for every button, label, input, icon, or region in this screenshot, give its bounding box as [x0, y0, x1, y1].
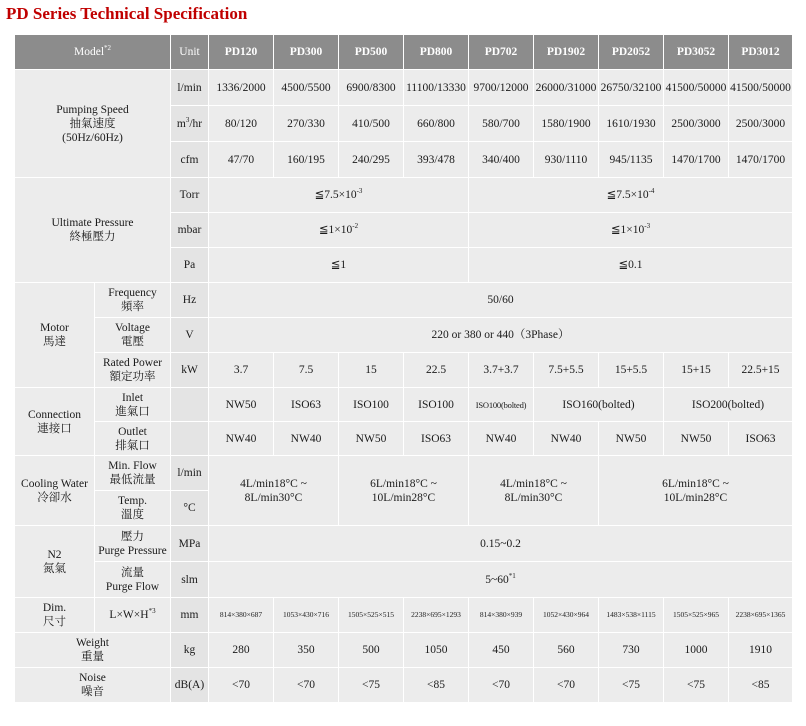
unit-v: V: [171, 318, 209, 353]
table-cell: <70: [534, 668, 599, 703]
model-pd3012: PD3012: [729, 35, 793, 70]
noise-row: [15, 668, 793, 703]
purge-pressure-value: 0.15~0.2: [209, 526, 793, 562]
connection-outlet-row: [15, 422, 793, 456]
table-cell: 814×380×687: [209, 598, 274, 633]
table-cell: ISO100: [404, 388, 469, 422]
table-cell: 560: [534, 633, 599, 668]
unit-slm: slm: [171, 562, 209, 598]
voltage-label: Voltage 電壓: [95, 318, 171, 353]
voltage-value: 220 or 380 or 440（3Phase）: [209, 318, 793, 353]
table-cell: 41500/50000: [664, 70, 729, 106]
table-cell: 814×380×939: [469, 598, 534, 633]
table-cell: 270/330: [274, 106, 339, 142]
table-cell: <85: [404, 668, 469, 703]
table-cell: 1910: [729, 633, 793, 668]
dim-formula: $L\times W\times H^{*3}$: [95, 598, 171, 633]
unit-celsius: °C: [171, 491, 209, 526]
table-cell: 6900/8300: [339, 70, 404, 106]
table-cell: 1610/1930: [599, 106, 664, 142]
table-cell: <70: [274, 668, 339, 703]
motor-power-row: [15, 353, 793, 388]
unit-mpa: MPa: [171, 526, 209, 562]
table-cell: NW50: [339, 422, 404, 456]
spec-table: [14, 34, 793, 703]
model-pd1902: PD1902: [534, 35, 599, 70]
unit-lmin: l/min: [171, 70, 209, 106]
table-cell: 240/295: [339, 142, 404, 178]
unit-kw: kW: [171, 353, 209, 388]
table-cell: NW50: [209, 388, 274, 422]
torr-value-group-b: $≦7.5\times 10^{-4}$: [469, 178, 793, 213]
model-pd300: PD300: [274, 35, 339, 70]
cooling-value-group-2: 6L/min18°C ~ 10L/min28°C: [339, 456, 469, 526]
table-cell: 3.7+3.7: [469, 353, 534, 388]
unit-kg: kg: [171, 633, 209, 668]
ultimate-torr-row: [15, 178, 793, 213]
temp-label: Temp. 溫度: [95, 491, 171, 526]
inlet-label: Inlet 進氣口: [95, 388, 171, 422]
table-cell: ISO100(bolted): [469, 388, 534, 422]
table-cell: 2238×695×1365: [729, 598, 793, 633]
table-cell: 1000: [664, 633, 729, 668]
table-cell: 350: [274, 633, 339, 668]
motor-label: Motor 馬達: [15, 283, 95, 388]
unit-pa: Pa: [171, 248, 209, 283]
table-cell: 1470/1700: [729, 142, 793, 178]
table-cell: 7.5: [274, 353, 339, 388]
page-title: PD Series Technical Specification: [6, 4, 248, 23]
table-cell: 15: [339, 353, 404, 388]
cooling-value-group-1: 4L/min18°C ~ 8L/min30°C: [209, 456, 339, 526]
table-cell: 47/70: [209, 142, 274, 178]
table-cell: 9700/12000: [469, 70, 534, 106]
table-cell: 22.5: [404, 353, 469, 388]
table-cell: 1050: [404, 633, 469, 668]
pa-value-group-b: ≦0.1: [469, 248, 793, 283]
model-pd2052: PD2052: [599, 35, 664, 70]
table-cell: ISO160(bolted): [534, 388, 664, 422]
table-cell: 2500/3000: [664, 106, 729, 142]
table-cell: 930/1110: [534, 142, 599, 178]
weight-row: [15, 633, 793, 668]
model-header: Model$^{*2}$: [15, 35, 171, 70]
unit-lmin-cooling: l/min: [171, 456, 209, 491]
connection-inlet-row: [15, 388, 793, 422]
table-cell: 2238×695×1293: [404, 598, 469, 633]
table-cell: 160/195: [274, 142, 339, 178]
table-cell: <70: [469, 668, 534, 703]
min-flow-label: Min. Flow 最低流量: [95, 456, 171, 491]
purge-flow-label: 流量 Purge Flow: [95, 562, 171, 598]
outlet-label: Outlet 排氣口: [95, 422, 171, 456]
dimension-row: [15, 598, 793, 633]
table-cell: 1470/1700: [664, 142, 729, 178]
table-cell: NW40: [274, 422, 339, 456]
table-cell: <85: [729, 668, 793, 703]
table-cell: 15+15: [664, 353, 729, 388]
table-cell: 393/478: [404, 142, 469, 178]
torr-value-group-a: $≦7.5\times 10^{-3}$: [209, 178, 469, 213]
motor-frequency-row: [15, 283, 793, 318]
unit-blank: [171, 388, 209, 422]
purge-pressure-label: 壓力 Purge Pressure: [95, 526, 171, 562]
ultimate-label: Ultimate Pressure 終極壓力: [15, 178, 171, 283]
table-cell: 26000/31000: [534, 70, 599, 106]
table-cell: 580/700: [469, 106, 534, 142]
pa-value-group-a: ≦1: [209, 248, 469, 283]
table-cell: 15+5.5: [599, 353, 664, 388]
mbar-value-group-b: $≦1\times 10^{-3}$: [469, 213, 793, 248]
table-cell: ISO100: [339, 388, 404, 422]
unit-torr: Torr: [171, 178, 209, 213]
table-cell: 340/400: [469, 142, 534, 178]
table-cell: NW40: [469, 422, 534, 456]
unit-dba: dB(A): [171, 668, 209, 703]
table-cell: NW40: [209, 422, 274, 456]
cooling-flow-row: [15, 456, 793, 491]
table-cell: ISO63: [729, 422, 793, 456]
table-cell: 11100/13330: [404, 70, 469, 106]
table-cell: 1580/1900: [534, 106, 599, 142]
cooling-label: Cooling Water 冷卻水: [15, 456, 95, 526]
table-cell: ISO63: [274, 388, 339, 422]
pumping-label: Pumping Speed 抽氣速度 (50Hz/60Hz): [15, 70, 171, 178]
table-cell: 1483×538×1115: [599, 598, 664, 633]
table-cell: 2500/3000: [729, 106, 793, 142]
table-cell: 660/800: [404, 106, 469, 142]
table-cell: <75: [339, 668, 404, 703]
table-cell: ISO63: [404, 422, 469, 456]
table-cell: <70: [209, 668, 274, 703]
model-pd800: PD800: [404, 35, 469, 70]
table-cell: 4500/5500: [274, 70, 339, 106]
cooling-value-group-4: 6L/min18°C ~ 10L/min28°C: [599, 456, 793, 526]
table-cell: 80/120: [209, 106, 274, 142]
model-pd500: PD500: [339, 35, 404, 70]
table-cell: NW50: [599, 422, 664, 456]
table-cell: ISO200(bolted): [664, 388, 793, 422]
unit-blank: [171, 422, 209, 456]
model-pd702: PD702: [469, 35, 534, 70]
rated-power-label: Rated Power 額定功率: [95, 353, 171, 388]
table-cell: 7.5+5.5: [534, 353, 599, 388]
unit-m3hr: $m^3/hr$: [171, 106, 209, 142]
n2-label: N2 氮氣: [15, 526, 95, 598]
frequency-label: Frequency 頻率: [95, 283, 171, 318]
table-cell: <75: [599, 668, 664, 703]
table-cell: 26750/32100: [599, 70, 664, 106]
table-cell: 280: [209, 633, 274, 668]
table-cell: 500: [339, 633, 404, 668]
table-cell: 1336/2000: [209, 70, 274, 106]
table-cell: NW40: [534, 422, 599, 456]
table-cell: 945/1135: [599, 142, 664, 178]
weight-label: Weight 重量: [15, 633, 171, 668]
table-cell: 450: [469, 633, 534, 668]
model-pd120: PD120: [209, 35, 274, 70]
connection-label: Connection 連接口: [15, 388, 95, 456]
table-cell: NW50: [664, 422, 729, 456]
purge-flow-value: 5~60$^{*1}$: [209, 562, 793, 598]
frequency-value: 50/60: [209, 283, 793, 318]
table-cell: 1052×430×964: [534, 598, 599, 633]
unit-mm: mm: [171, 598, 209, 633]
table-cell: 41500/50000: [729, 70, 793, 106]
header-row: [15, 35, 793, 70]
n2-pressure-row: [15, 526, 793, 562]
mbar-value-group-a: $≦1\times 10^{-2}$: [209, 213, 469, 248]
unit-hz: Hz: [171, 283, 209, 318]
table-cell: 730: [599, 633, 664, 668]
table-cell: 410/500: [339, 106, 404, 142]
dim-label: Dim. 尺寸: [15, 598, 95, 633]
model-pd3052: PD3052: [664, 35, 729, 70]
table-cell: 1505×525×515: [339, 598, 404, 633]
noise-label: Noise 噪音: [15, 668, 171, 703]
table-cell: 1053×430×716: [274, 598, 339, 633]
table-cell: 3.7: [209, 353, 274, 388]
unit-header: Unit: [171, 35, 209, 70]
table-cell: <75: [664, 668, 729, 703]
pumping-lmin-row: [15, 70, 793, 106]
n2-flow-row: [15, 562, 793, 598]
table-cell: 1505×525×965: [664, 598, 729, 633]
unit-mbar: mbar: [171, 213, 209, 248]
table-cell: 22.5+15: [729, 353, 793, 388]
motor-voltage-row: [15, 318, 793, 353]
unit-cfm: cfm: [171, 142, 209, 178]
cooling-value-group-3: 4L/min18°C ~ 8L/min30°C: [469, 456, 599, 526]
